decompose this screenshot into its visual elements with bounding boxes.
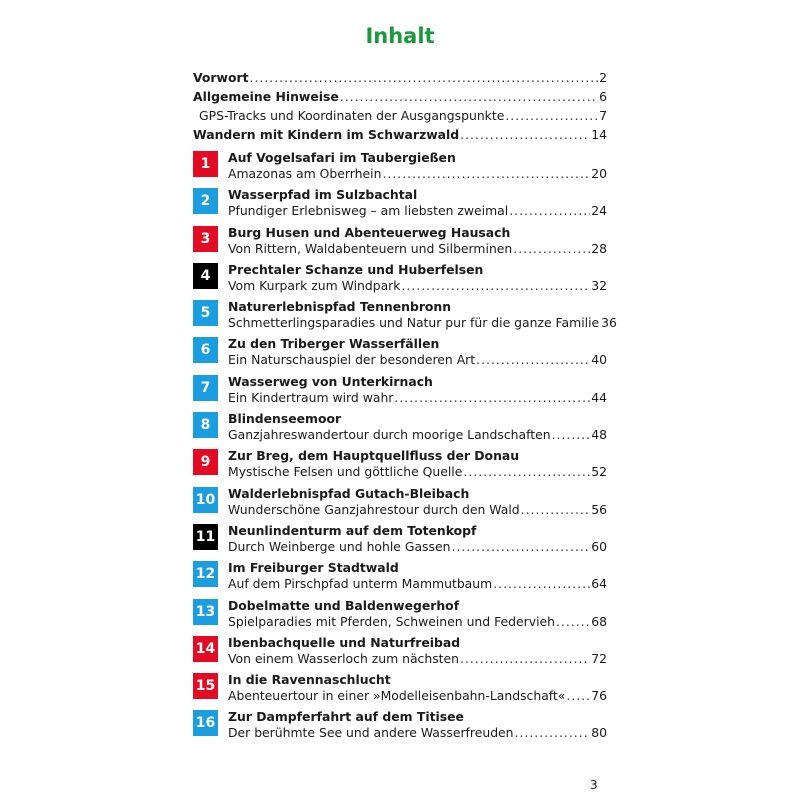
toc-entry[interactable] [193, 68, 607, 87]
tour-page: 68 [591, 613, 607, 629]
tour-entry[interactable] [193, 299, 617, 336]
tour-page: 64 [591, 576, 607, 592]
tour-title: Im Freiburger Stadtwald [228, 560, 399, 576]
tour-number-badge: 6 [193, 337, 218, 363]
tour-number-badge: 11 [193, 524, 218, 550]
tour-entry[interactable] [193, 187, 607, 224]
toc-entry-label: Wandern mit Kindern im Schwarzwald [193, 127, 460, 142]
toc-entry[interactable] [193, 87, 607, 106]
toc-entry-label: GPS-Tracks und Koordinaten der Ausgangspunkte [199, 108, 505, 123]
tour-number-badge: 8 [193, 412, 218, 438]
leader-dots [521, 501, 591, 518]
tour-title: Prechtaler Schanze und Huberfelsen [228, 261, 484, 277]
tour-page: 24 [591, 203, 607, 219]
tour-subtitle: Vom Kurpark zum Windpark [228, 277, 401, 293]
leader-dots [340, 87, 598, 106]
tour-title: In die Ravennaschlucht [228, 672, 391, 688]
tour-title: Burg Husen und Abenteuerweg Hausach [228, 224, 511, 240]
leader-dots [552, 426, 591, 443]
tour-title: Walderlebnispfad Gutach-Bleibach [228, 485, 470, 501]
tour-subtitle: Amazonas am Oberrhein [228, 166, 382, 181]
toc-entry-page: 7 [599, 108, 607, 123]
tour-title: Dobelmatte und Baldenwegerhof [228, 597, 460, 613]
leader-dots [513, 240, 590, 257]
tour-subtitle-row [228, 426, 607, 443]
tour-subtitle-row [228, 389, 607, 406]
tour-subtitle-row [228, 687, 607, 704]
tour-entry[interactable] [193, 225, 607, 262]
tour-subtitle: Ein Kindertraum wird wahr [228, 389, 394, 405]
tour-title: Zur Dampferfahrt auf dem Titisee [228, 709, 464, 725]
toc-entry-page: 6 [599, 89, 607, 104]
tour-subtitle: Ganzjahreswandertour durch moorige Landschaften [228, 427, 551, 443]
leader-dots [382, 165, 590, 182]
tour-number-badge: 10 [193, 487, 218, 513]
tour-page: 56 [591, 501, 607, 517]
tour-subtitle-row [228, 240, 607, 257]
leader-dots [401, 277, 590, 294]
tour-subtitle: Durch Weinberge und hohle Gassen [228, 538, 451, 554]
tour-title: Wasserpfad im Sulzbachtal [228, 187, 418, 203]
tour-subtitle: Mystische Felsen und göttliche Quelle [228, 464, 463, 480]
toc-entry[interactable] [193, 125, 607, 144]
tour-subtitle-row [228, 501, 607, 518]
leader-dots [451, 538, 590, 555]
tour-page: 76 [591, 688, 607, 704]
tour-subtitle: Von einem Wasserloch zum nächsten [228, 650, 460, 666]
leader-dots [556, 613, 590, 630]
tour-entry[interactable] [193, 374, 607, 411]
tour-number-badge: 4 [193, 263, 218, 289]
leader-dots [460, 125, 590, 144]
tour-page: 28 [591, 240, 607, 256]
tour-subtitle-row [228, 165, 607, 182]
tour-list [193, 150, 617, 747]
tour-entry[interactable] [193, 598, 607, 635]
tour-subtitle-row [228, 724, 607, 741]
tour-entry[interactable] [193, 635, 607, 672]
tour-page: 80 [591, 725, 607, 741]
leader-dots [566, 687, 590, 704]
toc-entry-label: Vorwort [193, 70, 249, 85]
leader-dots [515, 724, 591, 741]
tour-title: Blindenseemoor [228, 411, 342, 427]
tour-subtitle-row [228, 277, 607, 294]
tour-number-badge: 16 [193, 710, 218, 736]
tour-page: 52 [591, 464, 607, 480]
tour-number-badge: 7 [193, 375, 218, 401]
tour-subtitle: Abenteuertour in einer »Modelleisenbahn-Landschaft« [228, 688, 566, 704]
tour-title: Wasserweg von Unterkirnach [228, 373, 433, 389]
tour-number-badge: 2 [193, 188, 218, 214]
tour-page: 36 [601, 315, 617, 331]
tour-title: Neunlindenturm auf dem Totenkopf [228, 522, 477, 538]
tour-title: Ibenbachquelle und Naturfreibad [228, 634, 461, 650]
tour-entry[interactable] [193, 672, 607, 709]
tour-subtitle-row [228, 351, 607, 368]
tour-page: 60 [591, 538, 607, 554]
tour-subtitle-row [228, 575, 607, 592]
tour-entry[interactable] [193, 448, 607, 485]
tour-title: Auf Vogelsafari im Taubergießen [228, 150, 456, 165]
leader-dots [509, 202, 590, 219]
page-title: Inhalt [365, 24, 435, 48]
tour-subtitle: Schmetterlingsparadies und Natur pur für die ganze Familie [228, 315, 600, 331]
tour-subtitle-row [228, 463, 607, 480]
tour-page: 72 [591, 650, 607, 666]
leader-dots [505, 106, 598, 125]
tour-subtitle-row [228, 650, 607, 667]
tour-number-badge: 15 [193, 673, 218, 699]
toc-entry-page: 2 [599, 70, 607, 85]
leader-dots [394, 389, 590, 406]
tour-title: Naturerlebnispfad Tennenbronn [228, 299, 452, 315]
tour-subtitle: Ein Naturschauspiel der besonderen Art [228, 352, 476, 368]
toc-entry[interactable] [193, 106, 607, 125]
leader-dots [250, 68, 599, 87]
tour-subtitle-row [228, 613, 607, 630]
tour-subtitle: Von Rittern, Waldabenteuern und Silberminen [228, 240, 513, 256]
leader-dots [476, 351, 590, 368]
tour-subtitle-row [228, 314, 617, 331]
tour-number-badge: 12 [193, 561, 218, 587]
tour-page: 40 [591, 352, 607, 368]
tour-number-badge: 5 [193, 300, 218, 326]
tour-subtitle: Auf dem Pirschpfad unterm Mammutbaum [228, 576, 493, 592]
tour-subtitle: Pfundiger Erlebnisweg – am liebsten zweimal [228, 203, 509, 219]
tour-entry[interactable] [193, 560, 607, 597]
tour-number-badge: 1 [193, 151, 218, 177]
tour-subtitle-row [228, 538, 607, 555]
tour-entry[interactable] [193, 411, 607, 448]
tour-subtitle: Der berühmte See und andere Wasserfreuden [228, 725, 514, 741]
page-number: 3 [590, 778, 598, 792]
tour-number-badge: 13 [193, 599, 218, 625]
tour-entry[interactable] [193, 262, 607, 299]
tour-subtitle: Wunderschöne Ganzjahrestour durch den Wald [228, 501, 520, 517]
tour-entry[interactable] [193, 486, 607, 523]
tour-number-badge: 14 [193, 636, 218, 662]
front-matter-list [193, 68, 607, 144]
tour-entry[interactable] [193, 709, 607, 746]
tour-title: Zu den Triberger Wasserfällen [228, 336, 440, 352]
tour-page: 44 [591, 389, 607, 405]
tour-page: 32 [591, 277, 607, 293]
tour-subtitle-row [228, 202, 607, 219]
leader-dots [493, 575, 590, 592]
tour-entry[interactable] [193, 150, 607, 187]
tour-page: 20 [591, 166, 607, 181]
tour-page: 48 [591, 427, 607, 443]
leader-dots [460, 650, 590, 667]
tour-entry[interactable] [193, 523, 607, 560]
tour-subtitle: Spielparadies mit Pferden, Schweinen und Federvieh [228, 613, 555, 629]
tour-title: Zur Breg, dem Hauptquellfluss der Donau [228, 448, 520, 464]
toc-entry-page: 14 [591, 127, 607, 142]
tour-entry[interactable] [193, 336, 607, 373]
tour-number-badge: 9 [193, 449, 218, 475]
leader-dots [463, 463, 590, 480]
toc-entry-label: Allgemeine Hinweise [193, 89, 339, 104]
tour-number-badge: 3 [193, 226, 218, 252]
